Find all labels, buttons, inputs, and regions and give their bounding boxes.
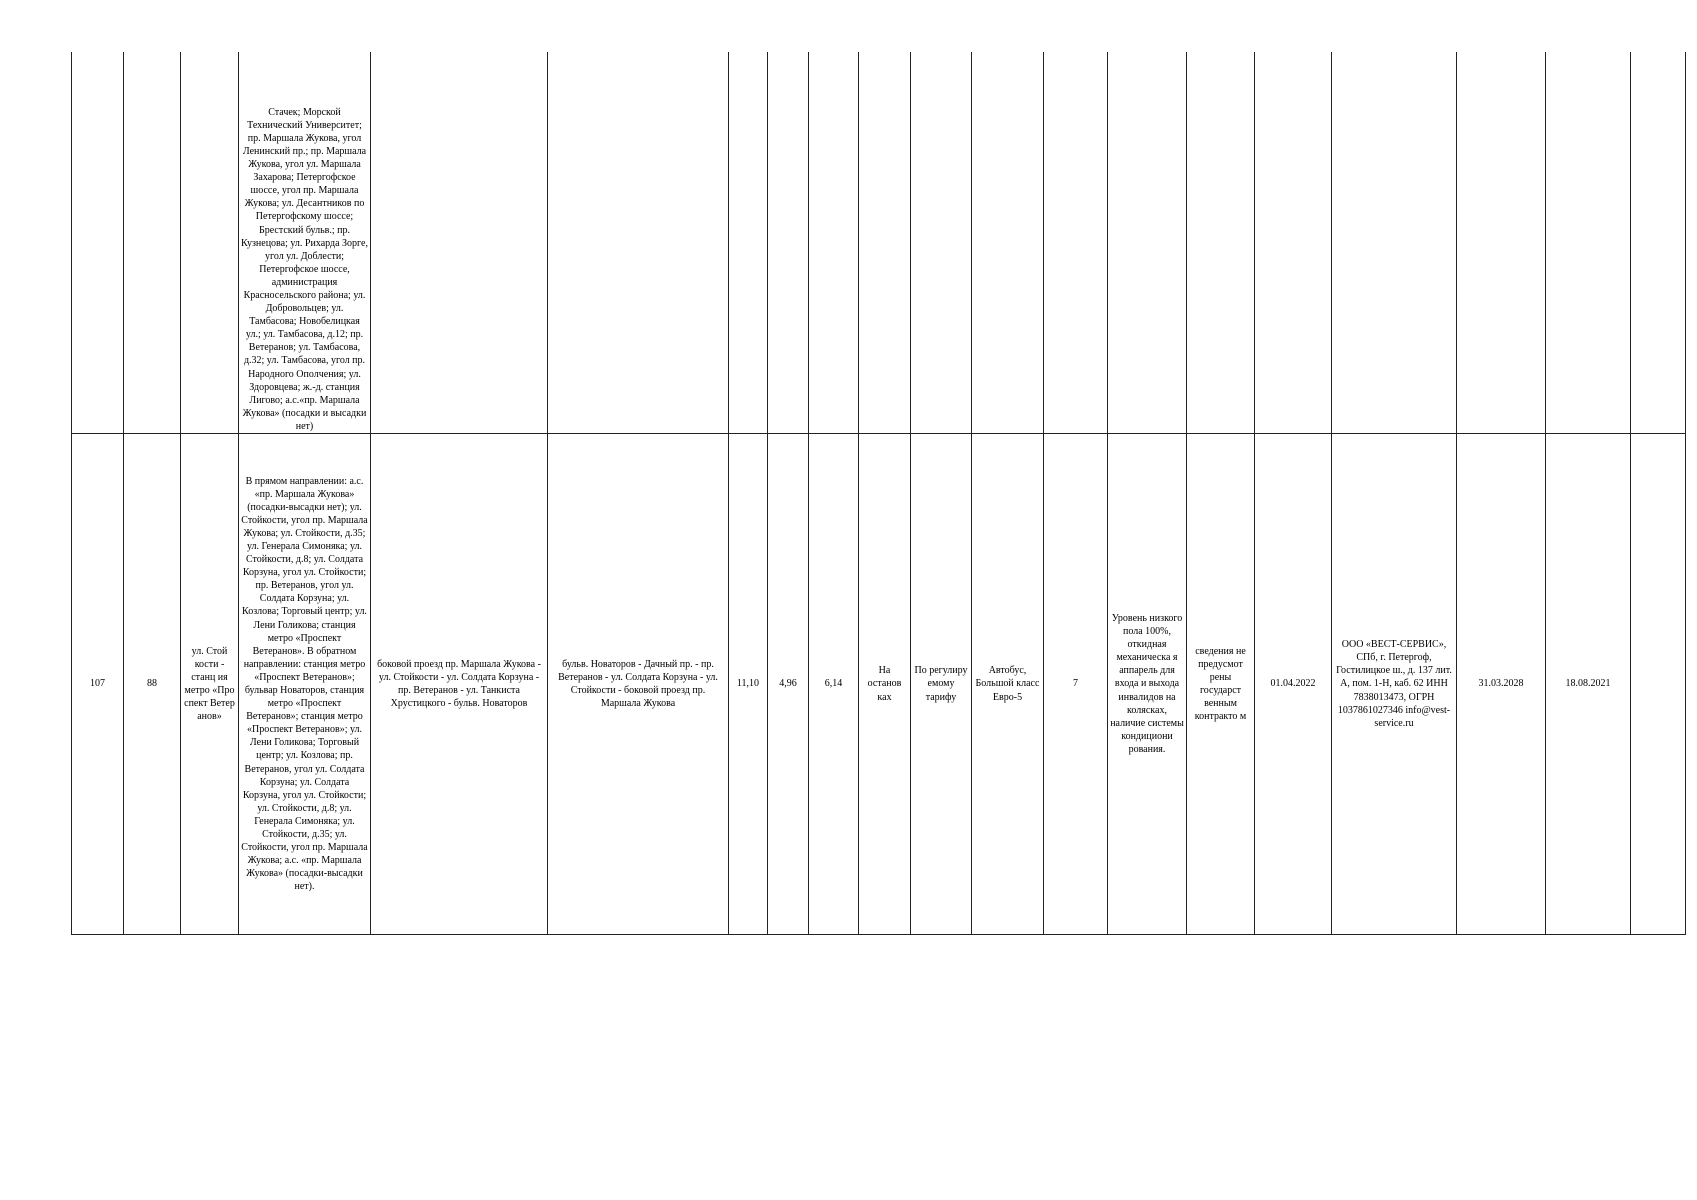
vehicle-characteristics-cell: Уровень низкого пола 100%, откидная механическа я аппарель для входа и выхода инвалидов на колясках, наличие системы кондициони рования.: [1108, 434, 1187, 935]
vehicle-type-cell: [972, 52, 1044, 434]
issue-date-cell: 18.08.2021: [1546, 434, 1631, 935]
contract-cell: сведения не предусмот рены государст венным контракто м: [1187, 434, 1255, 935]
tariff-cell: По регулиру емому тарифу: [911, 434, 972, 935]
route-name-cell: [181, 52, 239, 434]
reg-number-cell: 107: [72, 434, 124, 935]
table-row: [72, 52, 1686, 434]
issue-date-cell: [1546, 52, 1631, 434]
vehicle-count-cell: [1044, 52, 1108, 434]
extra-cell: [1631, 52, 1686, 434]
streets-back-cell: бульв. Новаторов - Дачный пр. - пр. Ветеранов - ул. Солдата Корзуна - ул. Стойкости - боковой проезд пр. Маршала Жукова: [548, 434, 729, 935]
start-date-cell: [1255, 52, 1332, 434]
table-row: [72, 434, 1686, 935]
stops-cell: Стачек; Морской Технический Университет; пр. Маршала Жукова, угол Ленинский пр.; пр. Маршала Жукова, угол ул. Маршала Захарова; Петергофское шоссе, угол пр. Маршала Жукова; ул. Десантников по Петергофскому шоссе; Брестский бульв.; пр. Кузнецова; ул. Рихарда Зорге, угол ул. Доблести; Петергофское шоссе, администрация Красносельского района; ул. Добровольцев; ул. Тамбасова; Новобелицкая ул.; ул. Тамбасова, д.12; пр. Ветеранов; ул. Тамбасова, д.32; ул. Тамбасова, угол пр. Народного Ополчения; ул. Здоровцева; ж.-д. станция Лигово; а.с.«пр. Маршала Жукова» (посадки и высадки нет): [239, 52, 371, 434]
tariff-cell: [911, 52, 972, 434]
carrier-cell: ООО «ВЕСТ-СЕРВИС», СПб, г. Петергоф, Гостилицкое ш., д. 137 лит. А, пом. 1-Н, каб. 62 ИНН 7838013473, ОГРН 1037861027346 info@vest-service.ru: [1332, 434, 1457, 935]
extra-cell: [1631, 434, 1686, 935]
route-register-table: [71, 52, 1686, 935]
end-date-cell: 31.03.2028: [1457, 434, 1546, 935]
reg-number-cell: [72, 52, 124, 434]
vehicle-characteristics-cell: [1108, 52, 1187, 434]
vehicle-count-cell: 7: [1044, 434, 1108, 935]
length-back-cell: [809, 52, 859, 434]
route-number-cell: [124, 52, 181, 434]
length-forward-cell: [768, 52, 809, 434]
carrier-cell: [1332, 52, 1457, 434]
stops-cell: В прямом направлении: а.с. «пр. Маршала Жукова» (посадки-высадки нет); ул. Стойкости, угол пр. Маршала Жукова; ул. Стойкости, д.35; ул. Генерала Симоняка; ул. Стойкости, д.8; ул. Солдата Корзуна, угол ул. Стойкости; пр. Ветеранов, угол ул. Солдата Корзуна; ул. Козлова; Торговый центр; ул. Лени Голикова; станция метро «Проспект Ветеранов». В обратном направлении: станция метро «Проспект Ветеранов»; бульвар Новаторов, станция метро «Проспект Ветеранов»; станция метро «Проспект Ветеранов»; ул. Лени Голикова; Торговый центр; ул. Козлова; пр. Ветеранов, угол ул. Солдата Корзуна; ул. Солдата Корзуна, угол ул. Стойкости; ул. Стойкости, д.8; ул. Генерала Симоняка; ул. Стойкости, д.35; ул. Стойкости, угол пр. Маршала Жукова; а.с. «пр. Маршала Жукова» (посадки-высадки нет).: [239, 434, 371, 935]
length-forward-cell: 4,96: [768, 434, 809, 935]
streets-forward-cell: боковой проезд пр. Маршала Жукова - ул. Стойкости - ул. Солдата Корзуна - пр. Ветеранов - ул. Танкиста Хрустицкого - бульв. Новаторов: [371, 434, 548, 935]
route-number-cell: 88: [124, 434, 181, 935]
streets-back-cell: [548, 52, 729, 434]
boarding-order-cell: [859, 52, 911, 434]
start-date-cell: 01.04.2022: [1255, 434, 1332, 935]
route-name-cell: ул. Стой кости - станц ия метро «Про спект Ветер анов»: [181, 434, 239, 935]
contract-cell: [1187, 52, 1255, 434]
boarding-order-cell: На останов ках: [859, 434, 911, 935]
length-cell: [729, 52, 768, 434]
vehicle-type-cell: Автобус, Большой класс Евро-5: [972, 434, 1044, 935]
length-cell: 11,10: [729, 434, 768, 935]
end-date-cell: [1457, 52, 1546, 434]
length-back-cell: 6,14: [809, 434, 859, 935]
streets-forward-cell: [371, 52, 548, 434]
